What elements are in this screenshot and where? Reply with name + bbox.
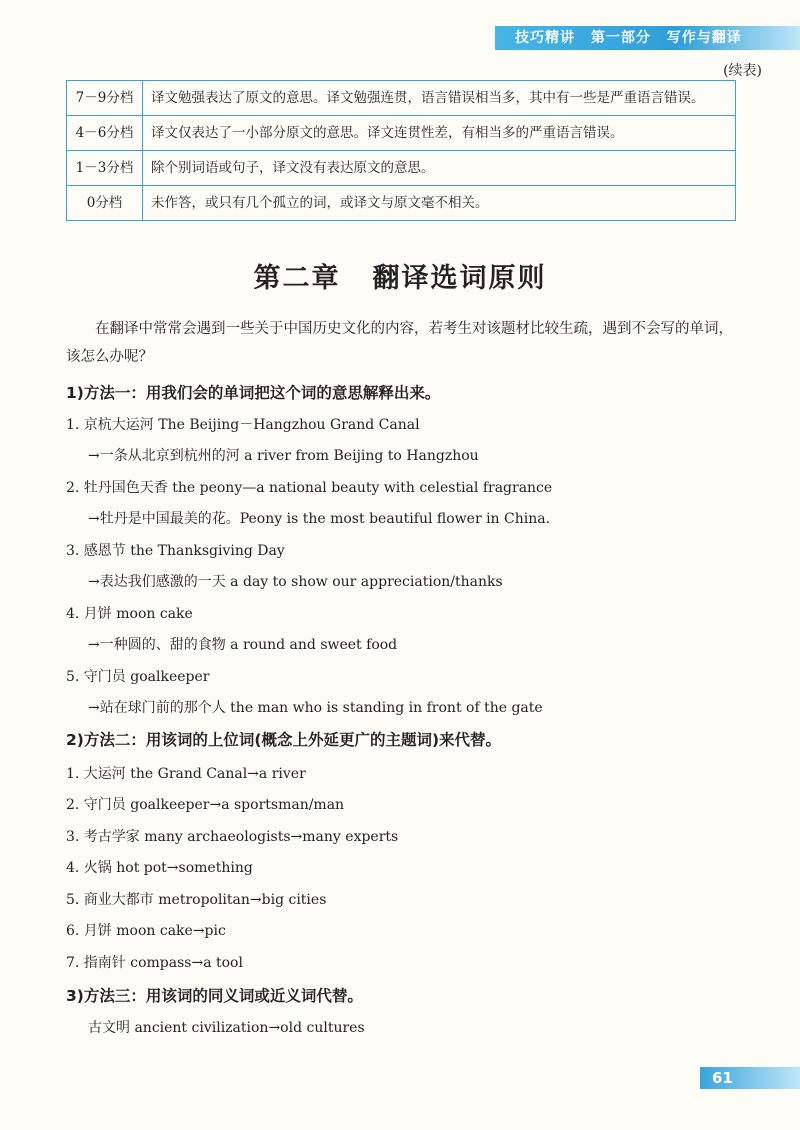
score-description: 除个别词语或句子，译文没有表达原文的意思。 xyxy=(143,151,736,186)
score-description: 未作答，或只有几个孤立的词，或译文与原文毫不相关。 xyxy=(143,186,736,221)
method2-item: 4. 火锅 hot pot→something xyxy=(66,860,253,876)
chapter-number: 第二章 xyxy=(253,263,341,294)
table-row xyxy=(67,151,736,186)
running-header xyxy=(495,26,800,50)
score-description: 译文勉强表达了原文的意思。译文勉强连贯，语言错误相当多，其中有一些是严重语言错误。 xyxy=(143,81,736,116)
method2-item: 7. 指南针 compass→a tool xyxy=(66,955,243,971)
score-level: 0分档 xyxy=(67,186,143,221)
score-level: 7－9分档 xyxy=(67,81,143,116)
method1-item: 4. 月饼 moon cake xyxy=(66,606,193,622)
method1-item: 1. 京杭大运河 The Beijing－Hangzhou Grand Canal xyxy=(66,417,420,433)
table-row xyxy=(67,116,736,151)
header-part2: 第一部分 xyxy=(590,30,651,46)
method1-heading: 1)方法一：用我们会的单词把这个词的意思解释出来。 xyxy=(66,384,441,402)
method3-heading: 3)方法三：用该词的同义词或近义词代替。 xyxy=(66,987,363,1005)
chapter-title xyxy=(0,256,800,295)
method1-explain: →站在球门前的那个人 the man who is standing in front of the gate xyxy=(88,700,543,716)
method1-explain: →一条从北京到杭州的河 a river from Beijing to Hangzhou xyxy=(88,448,479,464)
table-row xyxy=(67,81,736,116)
method2-item: 3. 考古学家 many archaeologists→many experts xyxy=(66,829,399,845)
method1-item: 3. 感恩节 the Thanksgiving Day xyxy=(66,543,285,559)
table-row xyxy=(67,186,736,221)
header-part3: 写作与翻译 xyxy=(666,30,742,46)
score-level: 1－3分档 xyxy=(67,151,143,186)
continued-label: (续表) xyxy=(723,63,762,79)
score-level: 4－6分档 xyxy=(67,116,143,151)
chapter-name: 翻译选词原则 xyxy=(372,263,547,294)
method1-explain: →牡丹是中国最美的花。Peony is the most beautiful flower in China. xyxy=(88,511,551,527)
method1-item: 2. 牡丹国色天香 the peony—a national beauty with celestial fragrance xyxy=(66,480,553,496)
method2-item: 5. 商业大都市 metropolitan→big cities xyxy=(66,892,327,908)
method2-item: 2. 守门员 goalkeeper→a sportsman/man xyxy=(66,797,345,813)
intro-paragraph: 在翻译中常常会遇到一些关于中国历史文化的内容，若考生对该题材比较生疏，遇到不会写的单词，该怎么办呢？ xyxy=(66,321,733,365)
method1-explain: →表达我们感激的一天 a day to show our appreciation/thanks xyxy=(88,574,503,590)
method2-heading: 2)方法二：用该词的上位词(概念上外延更广的主题词)来代替。 xyxy=(66,731,502,749)
method2-item: 1. 大运河 the Grand Canal→a river xyxy=(66,766,306,782)
score-description: 译文仅表达了一小部分原文的意思。译文连贯性差，有相当多的严重语言错误。 xyxy=(143,116,736,151)
method1-item: 5. 守门员 goalkeeper xyxy=(66,669,210,685)
method3-example: 古文明 ancient civilization→old cultures xyxy=(88,1020,365,1036)
header-part1: 技巧精讲 xyxy=(515,30,575,46)
score-table xyxy=(66,80,736,221)
page-number: 61 xyxy=(700,1067,800,1089)
method1-explain: →一种圆的、甜的食物 a round and sweet food xyxy=(88,637,398,653)
method2-item: 6. 月饼 moon cake→pic xyxy=(66,923,226,939)
